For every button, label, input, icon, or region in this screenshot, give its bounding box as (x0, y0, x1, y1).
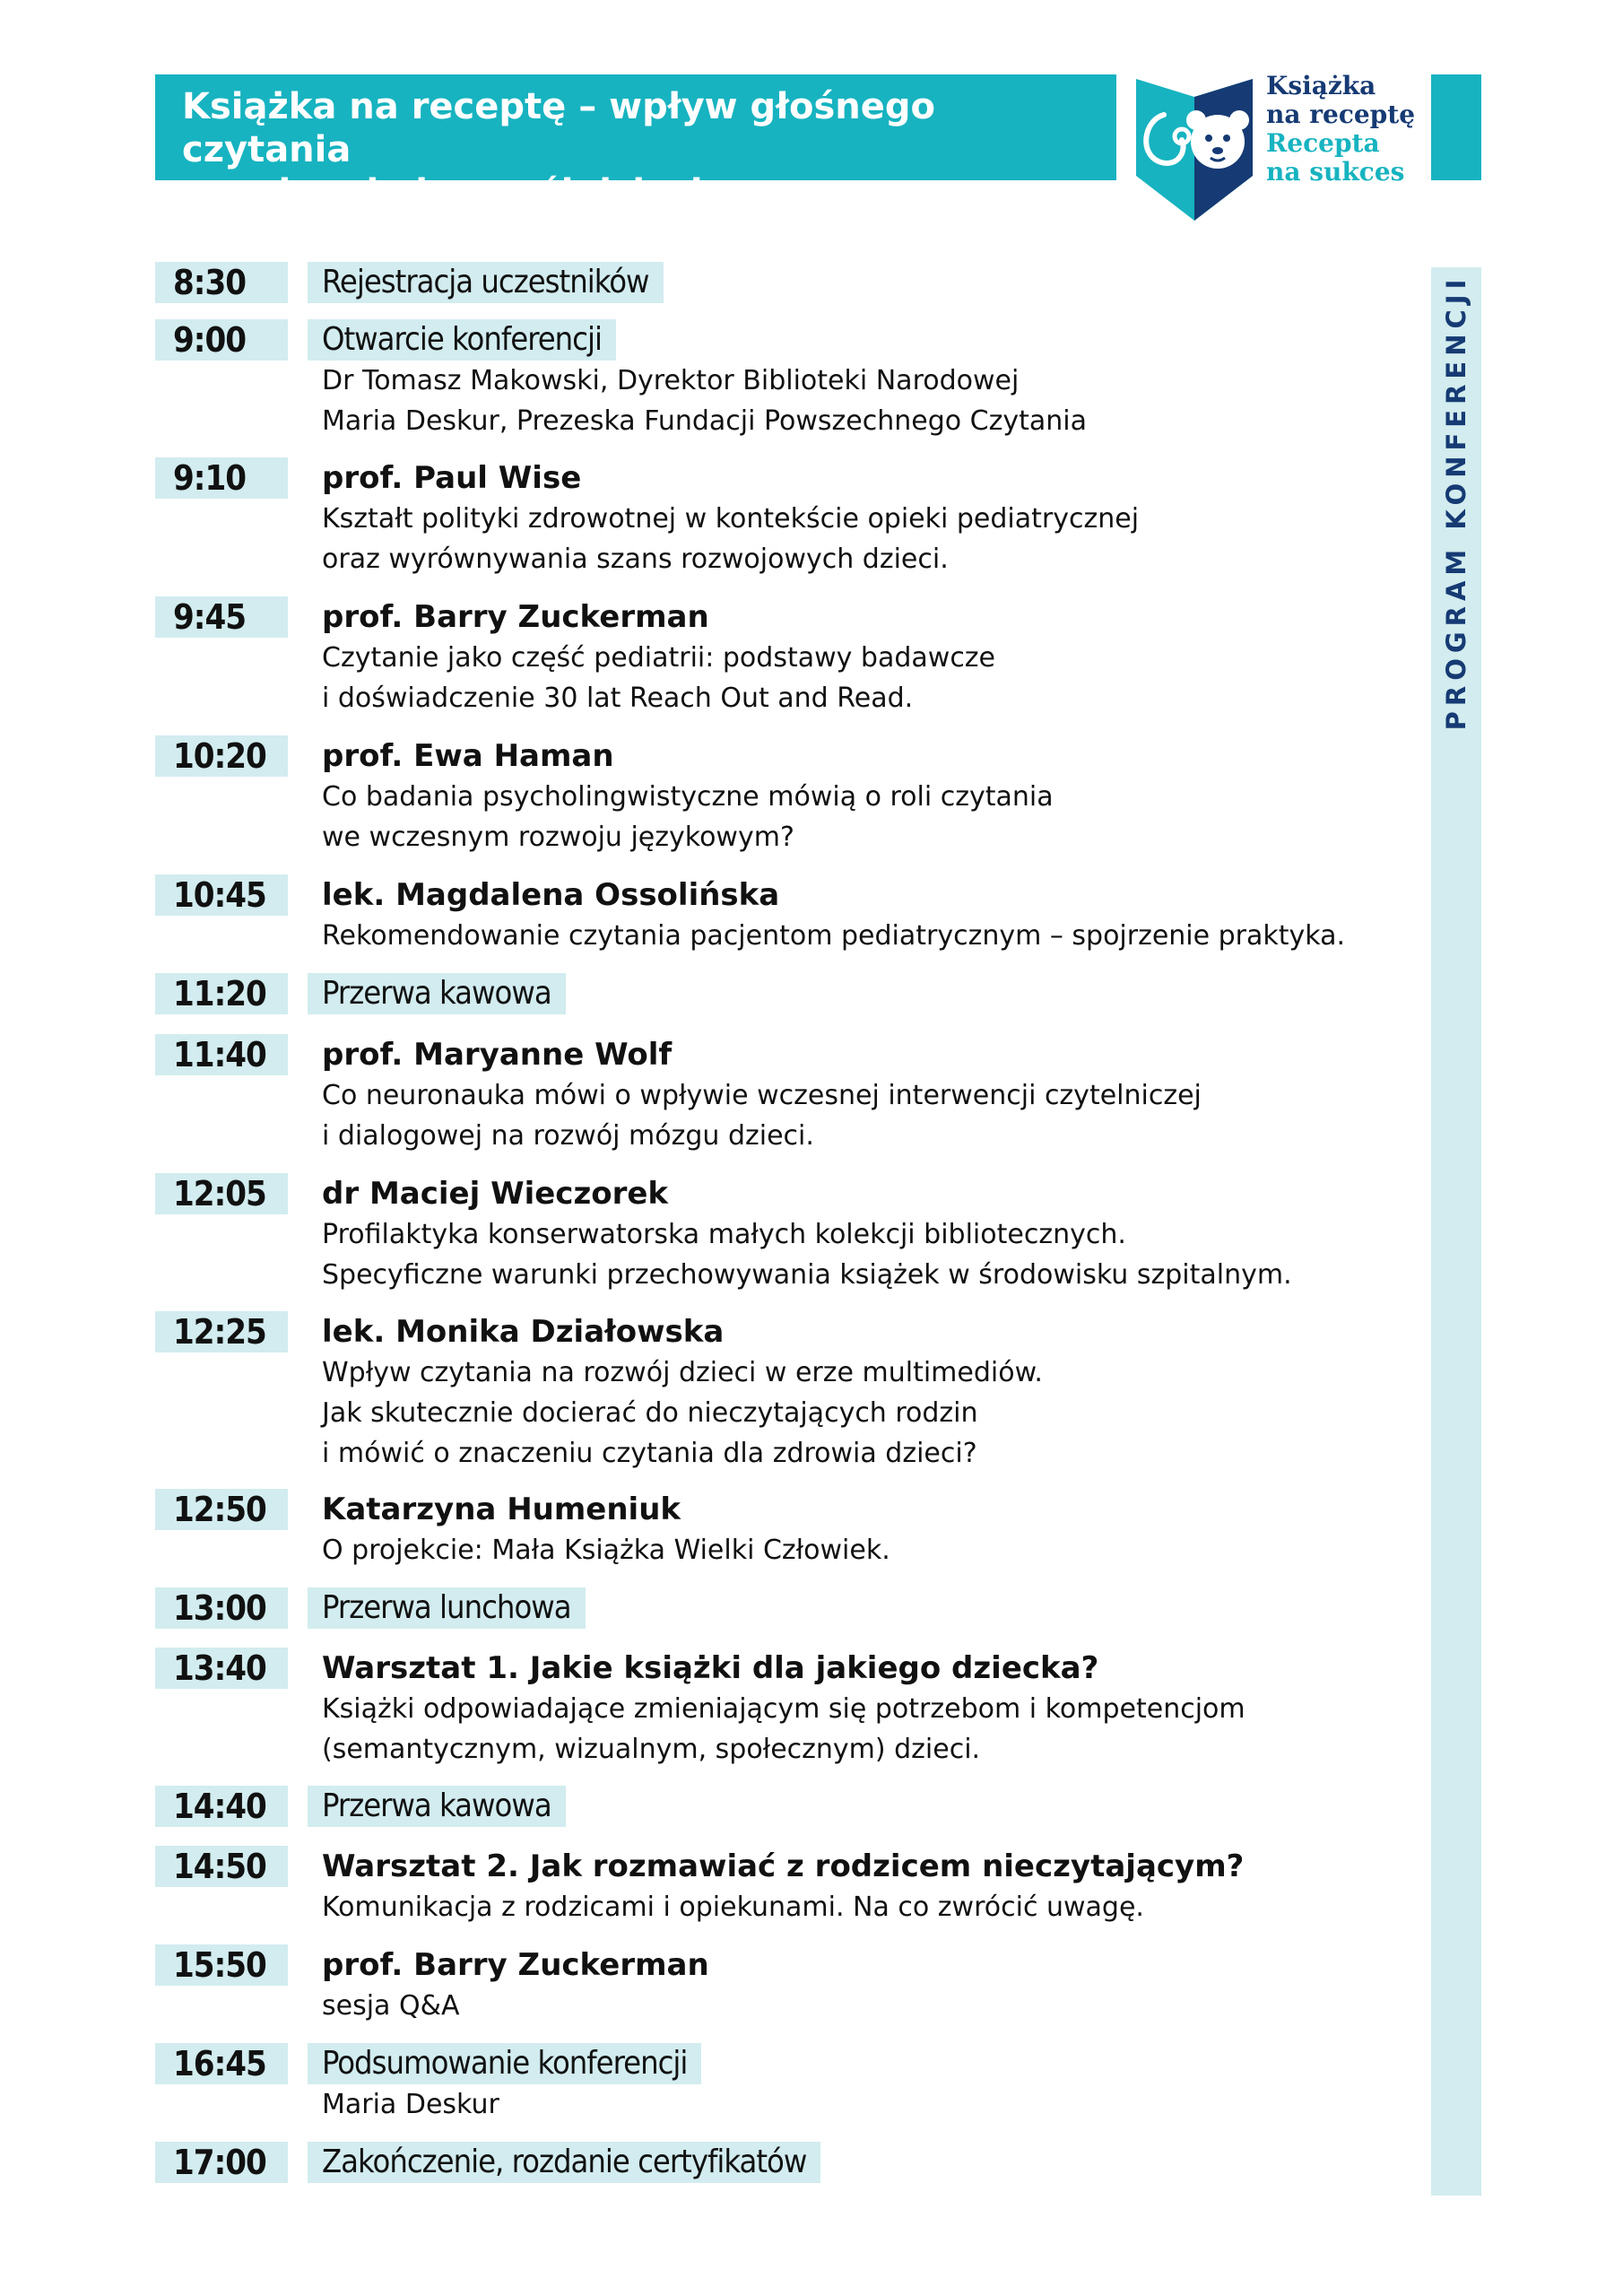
description-line: Maria Deskur (322, 2089, 499, 2120)
time-badge: 12:05 (155, 1173, 288, 1214)
description-line: i doświadczenie 30 lat Reach Out and Read. (322, 683, 914, 714)
time-badge: 11:40 (155, 1034, 288, 1075)
description-line: (semantycznym, wizualnym, społecznym) dzieci. (322, 1734, 981, 1765)
description-line: Co neuronauka mówi o wpływie wczesnej interwencji czytelniczej (322, 1080, 1202, 1111)
time-badge: 14:50 (155, 1846, 288, 1887)
item-content (308, 874, 1419, 956)
item-label: Otwarcie konferencji (308, 319, 616, 361)
time-badge: 12:25 (155, 1311, 288, 1352)
item-content (308, 735, 1419, 857)
page-title (182, 85, 1106, 214)
item-label: Podsumowanie konferencji (308, 2043, 701, 2084)
item-content (308, 1786, 1419, 1827)
speaker-name: Katarzyna Humeniuk (322, 1492, 681, 1527)
time-badge: 14:40 (155, 1786, 288, 1827)
description-line: sesja Q&A (322, 1990, 460, 2022)
description-line: oraz wyrównywania szans rozwojowych dzieci. (322, 544, 949, 575)
logo-text-line-4: na sukces (1266, 157, 1405, 187)
speaker-name: prof. Barry Zuckerman (322, 599, 709, 635)
time-badge: 10:45 (155, 874, 288, 916)
item-content (308, 1944, 1419, 2026)
description-line: Co badania psycholingwistyczne mówią o roli czytania (322, 781, 1054, 813)
speaker-name: prof. Paul Wise (322, 460, 582, 496)
item-content (308, 1648, 1419, 1770)
logo-text-line-1: Książka (1266, 71, 1376, 100)
time-badge: 8:30 (155, 262, 288, 303)
speaker-name: prof. Maryanne Wolf (322, 1037, 673, 1073)
description-line: Profilaktyka konserwatorska małych kolekcji bibliotecznych. (322, 1219, 1126, 1250)
item-label: Przerwa lunchowa (308, 1587, 586, 1629)
time-badge: 15:50 (155, 1944, 288, 1986)
time-badge: 10:20 (155, 735, 288, 777)
title-line-2: na zdrowie i rozwój dzieci (182, 172, 703, 213)
speaker-name: dr Maciej Wieczorek (322, 1176, 669, 1212)
description-line: i dialogowej na rozwój mózgu dzieci. (322, 1120, 814, 1152)
description-line: Książki odpowiadające zmieniającym się potrzebom i kompetencjom (322, 1693, 1245, 1725)
item-label: Rejestracja uczestników (308, 262, 664, 303)
item-content (308, 262, 1419, 303)
speaker-name: prof. Barry Zuckerman (322, 1947, 709, 1983)
item-content (308, 596, 1419, 718)
item-content (308, 1846, 1419, 1927)
time-badge: 9:10 (155, 457, 288, 499)
item-content (308, 1489, 1419, 1570)
header-banner (155, 74, 1116, 213)
description-line: Komunikacja z rodzicami i opiekunami. Na co zwrócić uwagę. (322, 1892, 1144, 1923)
item-content (308, 1587, 1419, 1629)
speaker-name: Warsztat 1. Jakie książki dla jakiego dziecka? (322, 1650, 1099, 1686)
description-line: Dr Tomasz Makowski, Dyrektor Biblioteki Narodowej (322, 365, 1020, 396)
item-content (308, 1173, 1419, 1295)
description-line: Rekomendowanie czytania pacjentom pediatrycznym – spojrzenie praktyka. (322, 920, 1346, 952)
time-badge: 17:00 (155, 2142, 288, 2183)
description-line: Wpływ czytania na rozwój dzieci w erze multimediów. (322, 1357, 1043, 1388)
time-badge: 9:45 (155, 596, 288, 638)
time-badge: 9:00 (155, 319, 288, 361)
item-content (308, 2142, 1419, 2183)
item-content (308, 1311, 1419, 1474)
logo-text-line-2: na receptę (1266, 100, 1416, 129)
time-badge: 11:20 (155, 973, 288, 1014)
bear-book-logo-icon (1132, 70, 1266, 221)
description-line: Kształt polityki zdrowotnej w kontekście opieki pediatrycznej (322, 503, 1140, 535)
description-line: i mówić o znaczeniu czytania dla zdrowia dzieci? (322, 1438, 977, 1469)
title-line-1: Książka na receptę – wpływ głośnego czytania (182, 86, 935, 170)
item-label: Przerwa kawowa (308, 1786, 566, 1827)
speaker-name: lek. Monika Działowska (322, 1314, 725, 1350)
description-line: Maria Deskur, Prezeska Fundacji Powszechnego Czytania (322, 405, 1087, 437)
time-badge: 13:40 (155, 1648, 288, 1689)
time-badge: 16:45 (155, 2043, 288, 2084)
item-content (308, 1034, 1419, 1156)
description-line: Jak skutecznie docierać do nieczytających rodzin (322, 1397, 978, 1429)
time-badge: 13:00 (155, 1587, 288, 1629)
item-label: Przerwa kawowa (308, 973, 566, 1014)
item-label: Zakończenie, rozdanie certyfikatów (308, 2142, 820, 2183)
logo-text-line-3: Recepta (1266, 128, 1380, 158)
speaker-name: Warsztat 2. Jak rozmawiać z rodzicem nieczytającym? (322, 1848, 1245, 1884)
description-line: Czytanie jako część pediatrii: podstawy badawcze (322, 642, 996, 674)
speaker-name: lek. Magdalena Ossolińska (322, 877, 780, 913)
description-line: we wczesnym rozwoju językowym? (322, 822, 794, 853)
item-content (308, 973, 1419, 1014)
description-line: Specyficzne warunki przechowywania książek w środowisku szpitalnym. (322, 1259, 1292, 1291)
speaker-name: prof. Ewa Haman (322, 738, 614, 774)
logo (1132, 70, 1433, 221)
description-line: O projekcie: Mała Książka Wielki Człowiek. (322, 1535, 890, 1566)
item-content (308, 319, 1419, 441)
time-badge: 12:50 (155, 1489, 288, 1530)
item-content (308, 2043, 1419, 2125)
item-content (308, 457, 1419, 579)
side-label: PROGRAM KONFERENCJI (1441, 274, 1471, 731)
header-right-strip (1431, 74, 1481, 180)
